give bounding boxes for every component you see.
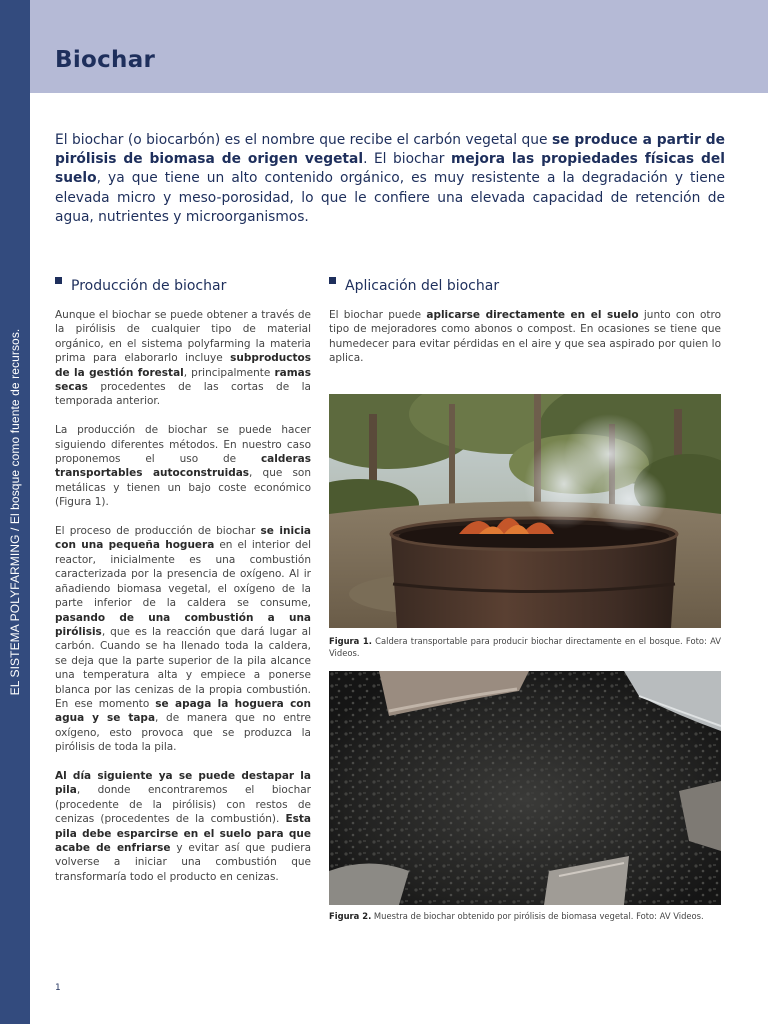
intro-text: El biochar (o biocarbón) es el nombre que recibe el carbón vegetal que <box>55 132 552 148</box>
running-header: EL SISTEMA POLYFARMING / El bosque como fuente de recursos. <box>8 328 22 696</box>
text: , de manera que no entre oxígeno, esto provoca que se produzca la pirólisis de toda la pila. <box>55 712 311 754</box>
bold-text: se inicia con una pequeña hoguera <box>55 525 312 552</box>
figure-2-caption <box>329 910 721 922</box>
text: y evitar así que pudiera volverse a iniciar una combustión que transformaría todo el producto en cenizas. <box>55 841 312 883</box>
text: El proceso de producción de biochar <box>55 525 261 538</box>
text: procedentes de las cortas de la temporada anterior. <box>55 381 311 408</box>
bold-text: subproductos de la gestión forestal <box>55 352 311 379</box>
intro-paragraph <box>55 131 725 227</box>
text: El biochar puede <box>329 309 427 321</box>
paragraph <box>55 769 311 884</box>
right-column <box>329 308 721 380</box>
bold-text: pasando de una combustión a una pirólisis <box>55 611 311 638</box>
page-number: 1 <box>55 983 61 993</box>
text: La producción de biochar se puede hacer siguiendo diferentes métodos. En nuestro caso proponemos el uso de <box>55 424 311 466</box>
text: , donde encontraremos el biochar (procedente de la pirólisis) con restos de cenizas (procedentes de la combustión). <box>55 784 311 826</box>
bold-text: Al día siguiente ya se puede destapar la pila <box>55 769 311 797</box>
caption-text: Caldera transportable para producir biochar directamente en el bosque. Foto: AV Videos. <box>329 636 721 658</box>
figure-1-caption <box>329 635 721 659</box>
intro-text: . El biochar <box>363 151 451 168</box>
side-band <box>0 0 30 1024</box>
text: , principalmente <box>183 366 275 379</box>
section-heading-produccion <box>55 276 315 296</box>
heading-square-icon <box>55 277 62 284</box>
text: , que es la reacción que dará lugar al carbón. Cuando se ha llenado toda la caldera, se deja que la parte superior de la pila alcance una temperatura alta y empiece a ponerse blanca por las cenizas de la propia combustión. En ese momento <box>55 625 311 710</box>
text: en el interior del reactor, inicialmente es una combustión caracterizada por la presencia de oxígeno. Al ir añadiendo biomasa vegetal, el oxígeno de la parte inferior de la caldera se consume, <box>55 539 311 610</box>
paragraph <box>55 308 311 409</box>
barrel-forest-image <box>329 394 721 628</box>
left-column <box>55 308 311 899</box>
bold-text: ramas secas <box>55 366 311 394</box>
section-heading-text: Aplicación del biochar <box>345 278 500 294</box>
intro-bold: se produce a partir de pirólisis de biomasa de origen vegetal <box>55 132 726 168</box>
bold-text: Esta pila debe esparcirse en el suelo para que acabe de enfriarse <box>55 813 311 854</box>
text: junto con otro tipo de mejoradores como abonos o compost. En ocasiones se tiene que humedecer para evitar pérdidas en el aire y que sea aspirado por quien lo aplica. <box>329 309 722 365</box>
page-title: Biochar <box>55 47 156 73</box>
text: , que son metálicas y tienen un bajo coste económico (Figura 1). <box>55 467 311 509</box>
figure-label: Figura 2. <box>329 911 372 921</box>
intro-text: , ya que tiene un alto contenido orgánico, es muy resistente a la degradación y tiene elevada micro y meso-porosidad, lo que le confiere una elevada capacidad de retención de agua, nutrientes y microorganismos. <box>55 170 725 225</box>
bold-text: calderas transportables autoconstruidas <box>55 453 311 480</box>
section-heading-text: Producción de biochar <box>71 278 227 294</box>
figure-2-photo <box>329 671 721 905</box>
bold-text: aplicarse directamente en el suelo <box>426 309 639 321</box>
paragraph <box>55 524 311 755</box>
figure-label: Figura 1. <box>329 636 372 646</box>
paragraph <box>329 308 721 366</box>
caption-text: Muestra de biochar obtenido por pirólisis de biomasa vegetal. Foto: AV Videos. <box>371 911 704 921</box>
paragraph <box>55 423 311 509</box>
biochar-pile-image <box>329 671 721 905</box>
intro-bold: mejora las propiedades físicas del suelo <box>55 151 725 187</box>
figure-1-photo <box>329 394 721 628</box>
section-heading-aplicacion <box>329 276 721 296</box>
bold-text: se apaga la hoguera con agua y se tapa <box>55 697 311 725</box>
heading-square-icon <box>329 277 336 284</box>
text: Aunque el biochar se puede obtener a través de la pirólisis de cualquier tipo de material orgánico, en el sistema polyfarming la materia prima para elaborarlo incluye <box>55 309 311 365</box>
